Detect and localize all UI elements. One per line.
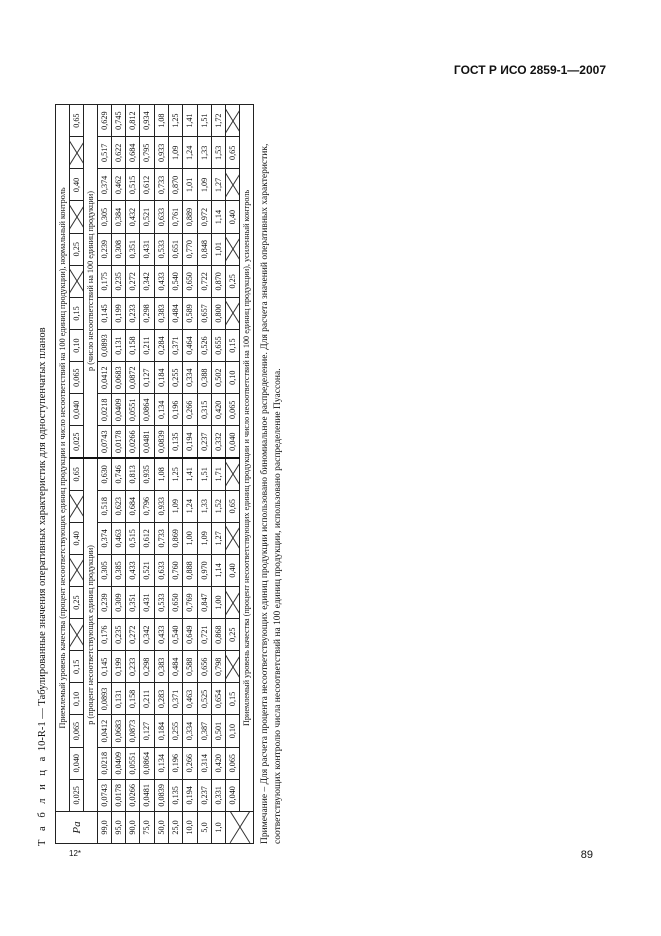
p-heading-left: p (процент несоответствующих единиц продукции) <box>84 458 98 811</box>
value-cell: 0,515 <box>126 169 140 201</box>
aql-footer-row <box>240 105 254 844</box>
value-cell: 0,746 <box>112 458 126 490</box>
aql-value-cell: 0,065 <box>70 362 84 394</box>
aql-value-cell: 0,40 <box>70 169 84 201</box>
aql-value-cell: 0,025 <box>70 426 84 458</box>
aql-value-cell: 0,15 <box>70 297 84 329</box>
value-cell: 0,888 <box>183 554 198 586</box>
pa-value-cell: 95,0 <box>112 811 126 843</box>
value-cell: 0,630 <box>98 458 112 490</box>
value-cell: 0,351 <box>126 587 140 619</box>
aql-bottom-row <box>226 105 240 844</box>
value-cell: 0,502 <box>212 362 226 394</box>
value-cell: 1,53 <box>212 137 226 169</box>
value-cell: 0,266 <box>183 394 198 426</box>
value-cell: 0,612 <box>140 522 155 554</box>
value-cell: 0,298 <box>140 297 155 329</box>
value-cell: 0,0218 <box>98 747 112 779</box>
value-cell: 0,970 <box>198 554 212 586</box>
value-cell: 1,27 <box>212 522 226 554</box>
value-cell: 0,521 <box>140 554 155 586</box>
aql-cell-crossed <box>226 651 240 683</box>
pa-value-cell: 75,0 <box>140 811 155 843</box>
value-cell: 0,272 <box>126 265 140 297</box>
value-cell: 0,255 <box>169 362 183 394</box>
value-cell: 0,484 <box>169 297 183 329</box>
corner-cell-crossed <box>226 811 254 843</box>
value-cell: 0,588 <box>183 651 198 683</box>
aql-top-row <box>70 105 84 844</box>
value-cell: 0,342 <box>140 265 155 297</box>
aql-value-cell: 0,10 <box>70 330 84 362</box>
value-cell: 0,972 <box>198 201 212 233</box>
pa-value-cell: 25,0 <box>169 811 183 843</box>
value-cell: 0,501 <box>212 715 226 747</box>
aql-value-cell: 0,40 <box>70 522 84 554</box>
sheet-mark: 12* <box>69 849 82 858</box>
aql-value-cell: 0,040 <box>70 394 84 426</box>
value-cell: 0,308 <box>112 233 126 265</box>
value-cell: 1,52 <box>212 490 226 522</box>
value-cell: 0,239 <box>98 233 112 265</box>
aql-cell-crossed <box>70 201 84 233</box>
value-cell: 0,934 <box>140 105 155 137</box>
value-cell: 0,521 <box>140 201 155 233</box>
value-cell: 0,135 <box>169 779 183 811</box>
value-cell: 0,650 <box>169 587 183 619</box>
value-cell: 0,0551 <box>126 747 140 779</box>
aql-cell-crossed <box>70 554 84 586</box>
aql-cell-crossed <box>226 297 240 329</box>
p-heading-row <box>84 105 98 844</box>
value-cell: 0,869 <box>169 522 183 554</box>
value-cell: 0,131 <box>112 330 126 362</box>
value-cell: 0,283 <box>155 683 169 715</box>
aql-value-cell: 0,065 <box>70 715 84 747</box>
value-cell: 0,384 <box>112 201 126 233</box>
value-cell: 0,332 <box>212 426 226 458</box>
aql-cell-crossed <box>70 619 84 651</box>
value-cell: 0,266 <box>183 747 198 779</box>
value-cell: 0,612 <box>140 169 155 201</box>
value-cell: 0,0218 <box>98 394 112 426</box>
value-cell: 1,01 <box>212 233 226 265</box>
value-cell: 0,0839 <box>155 779 169 811</box>
pa-header-cell: Pa <box>56 811 98 843</box>
value-cell: 0,176 <box>98 619 112 651</box>
value-cell: 0,770 <box>183 233 198 265</box>
value-cell: 0,654 <box>212 683 226 715</box>
value-cell: 0,385 <box>112 554 126 586</box>
table-row <box>140 105 155 844</box>
aql-cell-crossed <box>226 458 240 490</box>
pa-value-cell: 5,0 <box>198 811 212 843</box>
value-cell: 0,868 <box>212 619 226 651</box>
value-cell: 0,431 <box>140 233 155 265</box>
value-cell: 1,08 <box>155 105 169 137</box>
value-cell: 0,796 <box>140 490 155 522</box>
value-cell: 1,27 <box>212 169 226 201</box>
value-cell: 0,484 <box>169 651 183 683</box>
value-cell: 0,145 <box>98 297 112 329</box>
value-cell: 0,800 <box>212 297 226 329</box>
aql-value-cell: 0,25 <box>226 619 240 651</box>
value-cell: 0,657 <box>198 297 212 329</box>
value-cell: 1,51 <box>198 105 212 137</box>
aql-cell-crossed <box>226 105 240 137</box>
document-header: ГОСТ Р ИСО 2859-1—2007 <box>453 63 606 77</box>
header-row-aql <box>56 105 70 844</box>
value-cell: 0,533 <box>155 587 169 619</box>
value-cell: 0,334 <box>183 715 198 747</box>
value-cell: 1,08 <box>155 458 169 490</box>
value-cell: 1,24 <box>183 137 198 169</box>
value-cell: 0,935 <box>140 458 155 490</box>
value-cell: 0,589 <box>183 297 198 329</box>
aql-cell-crossed <box>226 233 240 265</box>
value-cell: 0,463 <box>183 683 198 715</box>
value-cell: 0,194 <box>183 779 198 811</box>
value-cell: 0,745 <box>112 105 126 137</box>
value-cell: 0,0872 <box>126 362 140 394</box>
value-cell: 0,0893 <box>98 330 112 362</box>
value-cell: 0,0551 <box>126 394 140 426</box>
value-cell: 0,733 <box>155 522 169 554</box>
pa-value-cell: 99,0 <box>98 811 112 843</box>
value-cell: 0,237 <box>198 426 212 458</box>
value-cell: 0,655 <box>212 330 226 362</box>
table-row <box>183 105 198 844</box>
value-cell: 0,0893 <box>98 683 112 715</box>
value-cell: 0,342 <box>140 619 155 651</box>
value-cell: 0,158 <box>126 683 140 715</box>
value-cell: 0,0743 <box>98 426 112 458</box>
pa-value-cell: 1,0 <box>212 811 226 843</box>
oc-table <box>55 104 254 844</box>
value-cell: 0,127 <box>140 715 155 747</box>
value-cell: 0,650 <box>183 265 198 297</box>
value-cell: 0,0683 <box>112 715 126 747</box>
table-row <box>98 105 112 844</box>
value-cell: 0,433 <box>155 265 169 297</box>
pa-value-cell: 10,0 <box>183 811 198 843</box>
aql-value-cell: 0,040 <box>226 426 240 458</box>
value-cell: 0,889 <box>183 201 198 233</box>
value-cell: 0,134 <box>155 747 169 779</box>
value-cell: 0,199 <box>112 297 126 329</box>
table-row <box>169 105 183 844</box>
table-row <box>155 105 169 844</box>
value-cell: 0,194 <box>183 426 198 458</box>
value-cell: 0,272 <box>126 619 140 651</box>
value-cell: 0,847 <box>198 587 212 619</box>
value-cell: 0,733 <box>155 169 169 201</box>
value-cell: 0,305 <box>98 554 112 586</box>
value-cell: 0,721 <box>198 619 212 651</box>
value-cell: 0,0839 <box>155 426 169 458</box>
value-cell: 0,812 <box>126 105 140 137</box>
value-cell: 0,526 <box>198 330 212 362</box>
value-cell: 0,315 <box>198 394 212 426</box>
value-cell: 0,0412 <box>98 362 112 394</box>
value-cell: 1,09 <box>198 522 212 554</box>
value-cell: 0,0864 <box>140 747 155 779</box>
table-row <box>126 105 140 844</box>
aql-value-cell: 0,15 <box>226 683 240 715</box>
value-cell: 0,420 <box>212 747 226 779</box>
value-cell: 0,515 <box>126 522 140 554</box>
value-cell: 0,722 <box>198 265 212 297</box>
value-cell: 0,233 <box>126 651 140 683</box>
value-cell: 0,199 <box>112 651 126 683</box>
value-cell: 0,933 <box>155 137 169 169</box>
table-row <box>112 105 126 844</box>
value-cell: 0,235 <box>112 265 126 297</box>
value-cell: 0,517 <box>98 137 112 169</box>
value-cell: 1,25 <box>169 458 183 490</box>
value-cell: 0,533 <box>155 233 169 265</box>
value-cell: 0,196 <box>169 394 183 426</box>
aql-cell-crossed <box>226 522 240 554</box>
aql-value-cell: 0,040 <box>70 747 84 779</box>
value-cell: 0,131 <box>112 683 126 715</box>
aql-cell-crossed <box>226 169 240 201</box>
value-cell: 0,795 <box>140 137 155 169</box>
value-cell: 1,09 <box>169 490 183 522</box>
value-cell: 0,305 <box>98 201 112 233</box>
value-cell: 0,518 <box>98 490 112 522</box>
value-cell: 0,314 <box>198 747 212 779</box>
value-cell: 0,334 <box>183 362 198 394</box>
value-cell: 0,371 <box>169 330 183 362</box>
value-cell: 0,760 <box>169 554 183 586</box>
aql-value-cell: 0,25 <box>70 587 84 619</box>
aql-value-cell: 0,65 <box>226 490 240 522</box>
value-cell: 0,239 <box>98 587 112 619</box>
value-cell: 0,211 <box>140 330 155 362</box>
value-cell: 0,870 <box>212 265 226 297</box>
value-cell: 1,72 <box>212 105 226 137</box>
value-cell: 1,41 <box>183 458 198 490</box>
value-cell: 0,848 <box>198 233 212 265</box>
table-title <box>37 92 55 852</box>
aql-cell-crossed <box>70 137 84 169</box>
rotated-table-block <box>37 92 447 852</box>
value-cell: 0,0412 <box>98 715 112 747</box>
value-cell: 0,235 <box>112 619 126 651</box>
value-cell: 0,196 <box>169 747 183 779</box>
value-cell: 0,540 <box>169 265 183 297</box>
aql-value-cell: 0,10 <box>226 362 240 394</box>
aql-value-cell: 0,25 <box>226 265 240 297</box>
pa-value-cell: 90,0 <box>126 811 140 843</box>
value-cell: 0,374 <box>98 169 112 201</box>
value-cell: 0,255 <box>169 715 183 747</box>
table-row <box>198 105 212 844</box>
value-cell: 0,540 <box>169 619 183 651</box>
value-cell: 1,14 <box>212 554 226 586</box>
value-cell: 1,00 <box>183 522 198 554</box>
value-cell: 0,0481 <box>140 426 155 458</box>
page-number: 89 <box>580 849 593 861</box>
value-cell: 0,0266 <box>126 426 140 458</box>
aql-value-cell: 0,65 <box>226 137 240 169</box>
pa-value-cell: 50,0 <box>155 811 169 843</box>
value-cell: 0,798 <box>212 651 226 683</box>
aql-value-cell: 0,25 <box>70 233 84 265</box>
aql-cell-crossed <box>70 265 84 297</box>
value-cell: 0,464 <box>183 330 198 362</box>
aql-value-cell: 0,40 <box>226 201 240 233</box>
value-cell: 0,649 <box>183 619 198 651</box>
value-cell: 0,331 <box>212 779 226 811</box>
aql-cell-crossed <box>226 587 240 619</box>
value-cell: 0,388 <box>198 362 212 394</box>
value-cell: 1,24 <box>183 490 198 522</box>
value-cell: 0,629 <box>98 105 112 137</box>
aql-value-cell: 0,65 <box>70 105 84 137</box>
value-cell: 0,0481 <box>140 779 155 811</box>
value-cell: 1,14 <box>212 201 226 233</box>
value-cell: 1,33 <box>198 137 212 169</box>
value-cell: 0,525 <box>198 683 212 715</box>
value-cell: 0,0743 <box>98 779 112 811</box>
value-cell: 0,433 <box>126 554 140 586</box>
value-cell: 1,25 <box>169 105 183 137</box>
value-cell: 0,622 <box>112 137 126 169</box>
aql-heading-normal: Приемлемый уровень качества (процент несоответствующих единиц продукции и число несоответствий на 100 единиц продукции), нормальный контроль <box>56 105 70 812</box>
value-cell: 0,651 <box>169 233 183 265</box>
value-cell: 0,237 <box>198 779 212 811</box>
value-cell: 0,0266 <box>126 779 140 811</box>
value-cell: 0,134 <box>155 394 169 426</box>
aql-value-cell: 0,65 <box>70 458 84 490</box>
value-cell: 0,0178 <box>112 426 126 458</box>
value-cell: 0,656 <box>198 651 212 683</box>
value-cell: 0,623 <box>112 490 126 522</box>
aql-value-cell: 0,10 <box>226 715 240 747</box>
value-cell: 0,0409 <box>112 747 126 779</box>
value-cell: 0,0409 <box>112 394 126 426</box>
value-cell: 0,158 <box>126 330 140 362</box>
value-cell: 1,00 <box>212 587 226 619</box>
value-cell: 0,813 <box>126 458 140 490</box>
value-cell: 0,284 <box>155 330 169 362</box>
value-cell: 1,51 <box>198 458 212 490</box>
value-cell: 0,374 <box>98 522 112 554</box>
value-cell: 0,761 <box>169 201 183 233</box>
aql-value-cell: 0,065 <box>226 394 240 426</box>
value-cell: 0,0873 <box>126 715 140 747</box>
value-cell: 0,769 <box>183 587 198 619</box>
value-cell: 0,351 <box>126 233 140 265</box>
aql-value-cell: 0,065 <box>226 747 240 779</box>
value-cell: 0,233 <box>126 297 140 329</box>
value-cell: 0,383 <box>155 651 169 683</box>
value-cell: 0,383 <box>155 297 169 329</box>
value-cell: 1,09 <box>198 169 212 201</box>
aql-value-cell: 0,15 <box>226 330 240 362</box>
value-cell: 0,462 <box>112 169 126 201</box>
value-cell: 0,870 <box>169 169 183 201</box>
aql-value-cell: 0,10 <box>70 683 84 715</box>
value-cell: 0,309 <box>112 587 126 619</box>
value-cell: 0,433 <box>155 619 169 651</box>
value-cell: 0,184 <box>155 362 169 394</box>
value-cell: 0,387 <box>198 715 212 747</box>
aql-cell-crossed <box>70 490 84 522</box>
value-cell: 0,175 <box>98 265 112 297</box>
value-cell: 0,298 <box>140 651 155 683</box>
value-cell: 1,71 <box>212 458 226 490</box>
p-heading-right: p (число несоответствий на 100 единиц продукции) <box>84 105 98 459</box>
value-cell: 0,633 <box>155 554 169 586</box>
value-cell: 0,371 <box>169 683 183 715</box>
value-cell: 0,684 <box>126 137 140 169</box>
value-cell: 0,420 <box>212 394 226 426</box>
aql-value-cell: 0,025 <box>70 779 84 811</box>
value-cell: 1,33 <box>198 490 212 522</box>
value-cell: 0,184 <box>155 715 169 747</box>
value-cell: 0,432 <box>126 201 140 233</box>
value-cell: 0,0178 <box>112 779 126 811</box>
aql-heading-tightened: Приемлемый уровень качества (процент несоответствующих единиц продукции и число несоответствий на 100 единиц продукции), усиленный контроль <box>240 105 254 812</box>
value-cell: 0,0683 <box>112 362 126 394</box>
table-title-text: 10-R-1 — Табулированные значения оперативных характеристик для одноступенчатых планов <box>37 327 48 754</box>
value-cell: 1,41 <box>183 105 198 137</box>
value-cell: 0,463 <box>112 522 126 554</box>
aql-value-cell: 0,15 <box>70 651 84 683</box>
value-cell: 0,135 <box>169 426 183 458</box>
value-cell: 0,933 <box>155 490 169 522</box>
value-cell: 1,01 <box>183 169 198 201</box>
value-cell: 0,633 <box>155 201 169 233</box>
value-cell: 0,684 <box>126 490 140 522</box>
aql-value-cell: 0,040 <box>226 779 240 811</box>
aql-value-cell: 0,40 <box>226 554 240 586</box>
value-cell: 0,127 <box>140 362 155 394</box>
table-row <box>212 105 226 844</box>
value-cell: 0,211 <box>140 683 155 715</box>
table-title-label: Т а б л и ц а <box>37 753 48 846</box>
value-cell: 0,145 <box>98 651 112 683</box>
value-cell: 0,431 <box>140 587 155 619</box>
table-note: Примечание – Для расчета процента несоответствующих единиц продукции использовано биномиальное распределение. Для расчета значений оперативных характеристик, соответствующих контролю числа несоответствий на 100 единиц продукции, использовано распределение Пуассона. <box>260 143 283 844</box>
value-cell: 0,0864 <box>140 394 155 426</box>
value-cell: 1,09 <box>169 137 183 169</box>
